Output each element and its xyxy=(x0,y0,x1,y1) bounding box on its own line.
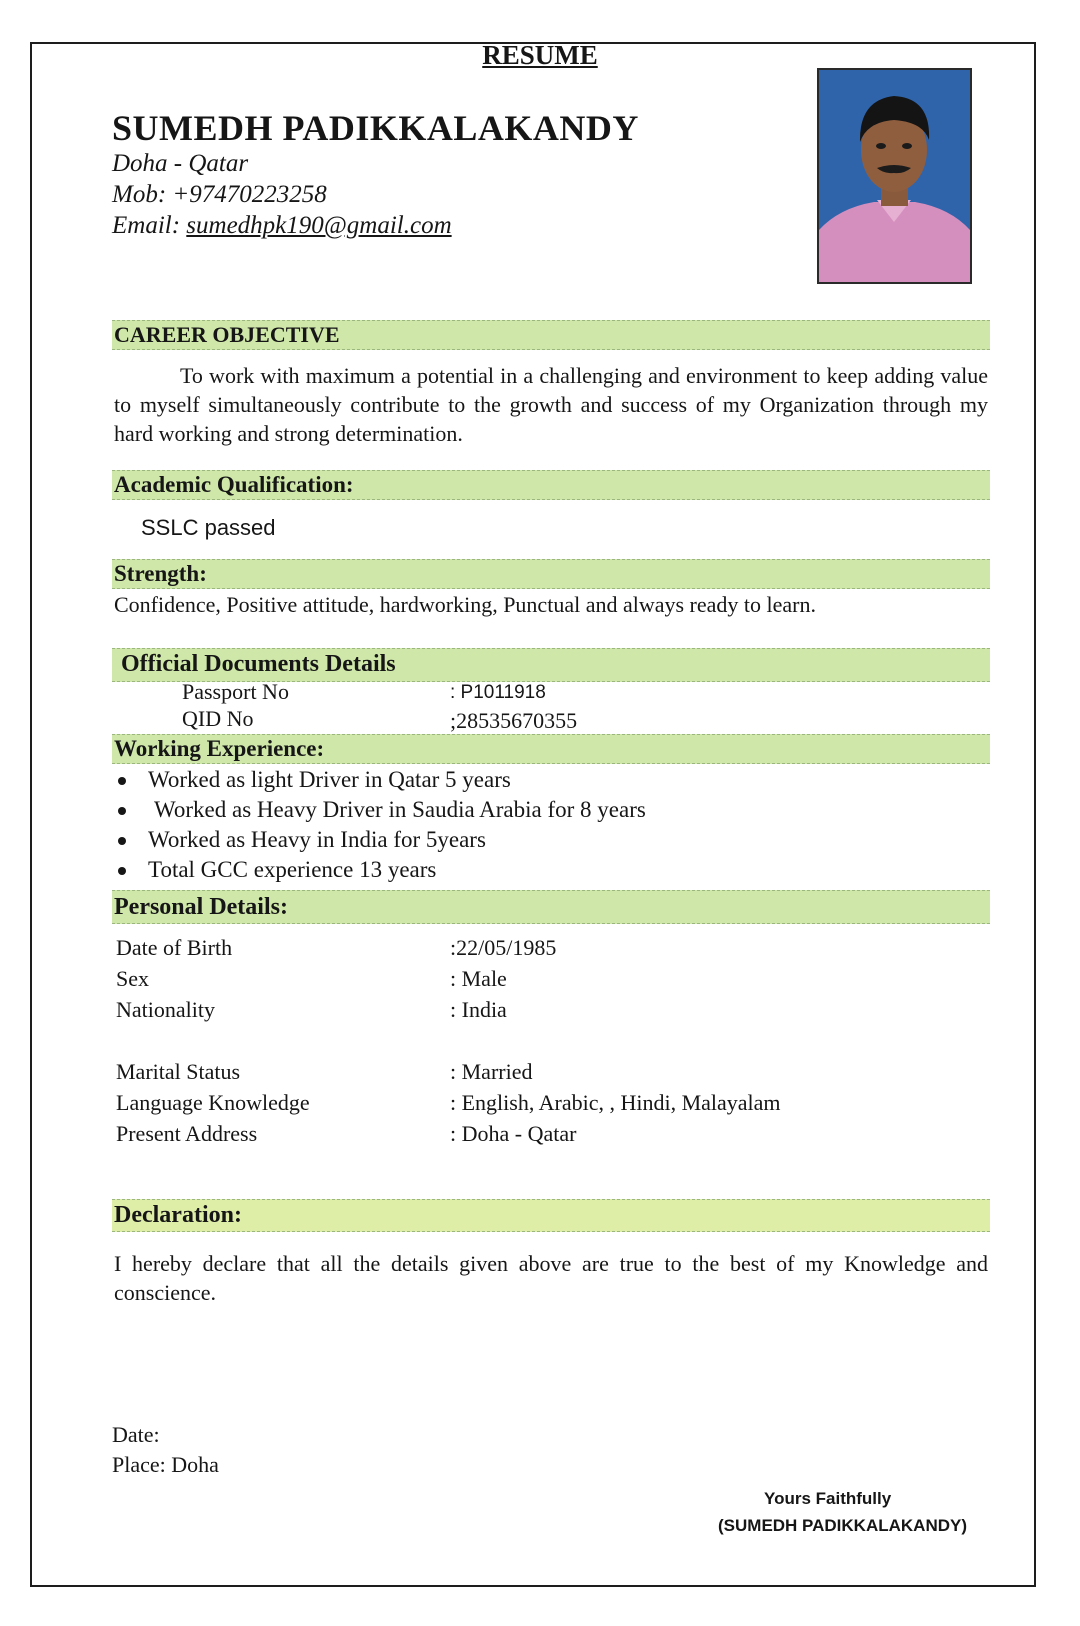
profile-photo xyxy=(817,68,972,284)
experience-heading: Working Experience: xyxy=(114,736,325,761)
resume-title: RESUME xyxy=(482,40,598,70)
declaration-text: I hereby declare that all the details given above are true to the best of my Knowledge and conscience. xyxy=(114,1251,988,1305)
language-label: Language Knowledge xyxy=(116,1090,310,1115)
email-label: Email: xyxy=(112,212,181,239)
signature-name: (SUMEDH PADIKKALAKANDY) xyxy=(718,1516,968,1535)
career-objective-heading: CAREER OBJECTIVE xyxy=(114,322,340,347)
section-declaration xyxy=(112,1199,990,1232)
section-academic xyxy=(112,470,990,500)
address-label: Present Address xyxy=(116,1121,258,1146)
dob-value: :22/05/1985 xyxy=(450,935,557,960)
marital-status-value: : Married xyxy=(450,1059,533,1084)
closing-text: Yours Faithfully xyxy=(764,1489,892,1508)
list-item: Worked as light Driver in Qatar 5 years xyxy=(114,765,646,795)
strength-heading: Strength: xyxy=(114,561,207,586)
address-value: : Doha - Qatar xyxy=(450,1121,577,1146)
documents-heading: Official Documents Details xyxy=(121,651,396,677)
language-value: : English, Arabic, , Hindi, Malayalam xyxy=(450,1090,781,1115)
sex-value: : Male xyxy=(450,966,507,991)
list-item: Worked as Heavy in India for 5years xyxy=(114,825,646,855)
academic-text: SSLC passed xyxy=(141,515,276,540)
email-link[interactable]: sumedhpk190@gmail.com xyxy=(186,212,452,239)
strength-text: Confidence, Positive attitude, hardworking, Punctual and always ready to learn. xyxy=(114,592,816,617)
passport-value: : P1011918 xyxy=(450,682,546,703)
applicant-name: SUMEDH PADIKKALAKANDY xyxy=(112,108,639,148)
location: Doha - Qatar xyxy=(112,150,249,177)
mobile-label: Mob: xyxy=(112,181,167,208)
section-experience xyxy=(112,734,990,764)
mobile-number: +97470223258 xyxy=(172,181,327,208)
section-career-objective xyxy=(112,320,990,350)
qid-label: QID No xyxy=(182,706,254,731)
nationality-label: Nationality xyxy=(116,997,215,1022)
email-line xyxy=(112,212,452,240)
sex-label: Sex xyxy=(116,966,149,991)
date-label: Date: xyxy=(112,1422,160,1447)
qid-value: ;28535670355 xyxy=(450,708,578,733)
experience-list xyxy=(114,765,646,885)
passport-label: Passport No xyxy=(182,679,289,704)
career-objective-text: To work with maximum a potential in a challenging and environment to keep adding value to myself simultaneously contribute to the growth and success of my Organization through my hard working and strong determination. xyxy=(114,363,988,446)
marital-status-label: Marital Status xyxy=(116,1059,241,1084)
section-personal xyxy=(112,890,990,924)
section-strength xyxy=(112,559,990,589)
mobile-line xyxy=(112,181,327,209)
personal-heading: Personal Details: xyxy=(114,894,288,920)
section-documents xyxy=(112,648,990,682)
dob-label: Date of Birth xyxy=(116,935,233,960)
place-label: Place: Doha xyxy=(112,1452,219,1477)
nationality-value: : India xyxy=(450,997,507,1022)
declaration-heading: Declaration: xyxy=(114,1202,242,1228)
academic-heading: Academic Qualification: xyxy=(114,472,354,497)
list-item: Worked as Heavy Driver in Saudia Arabia for 8 years xyxy=(114,795,646,825)
list-item: Total GCC experience 13 years xyxy=(114,855,646,885)
